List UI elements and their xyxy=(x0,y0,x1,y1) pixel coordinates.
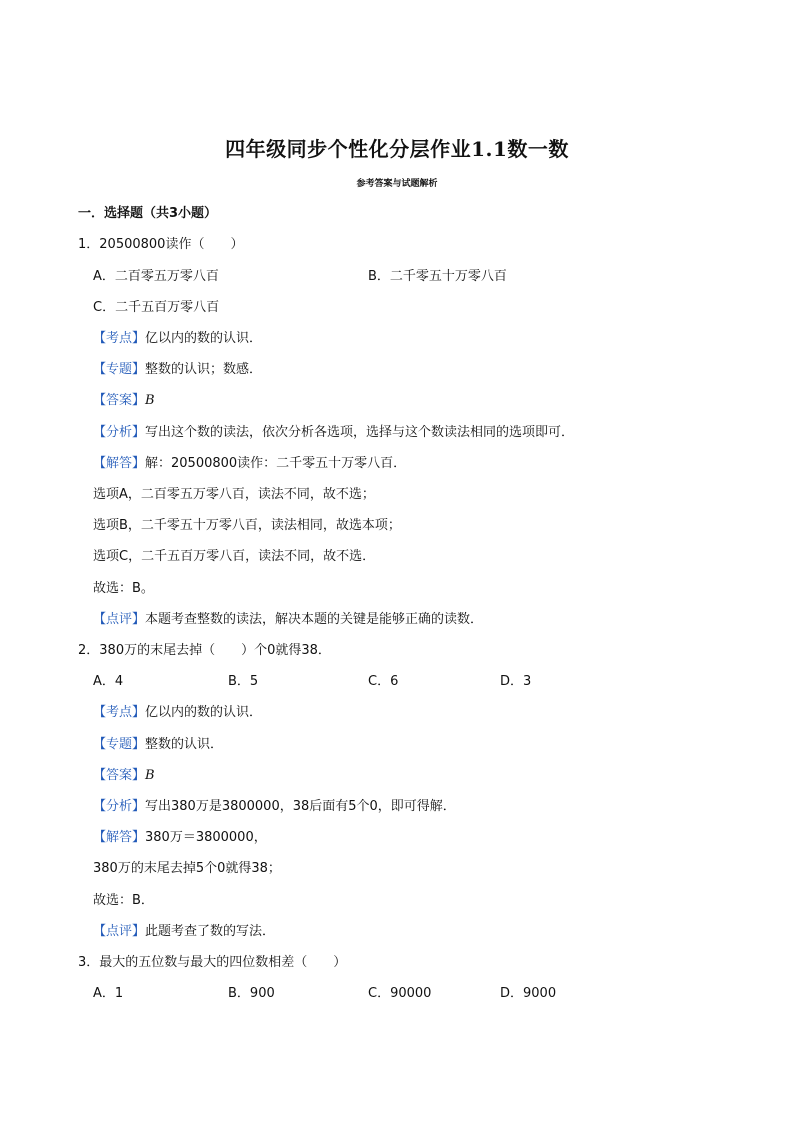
question-1-analysis-line-1: 选项A，二百零五万零八百，读法不同，故不选； xyxy=(93,487,375,502)
daan-text: B xyxy=(145,768,155,783)
jieda-text: 解：20500800读作：二千零五十万零八百． xyxy=(145,456,407,471)
document-title: 四年级同步个性化分层作业1.1数一数 xyxy=(225,137,569,161)
zhuanti-tag: 【专题】 xyxy=(93,737,146,752)
fenxi-tag: 【分析】 xyxy=(93,425,146,440)
question-2-option-d: D．3 xyxy=(500,674,532,689)
question-2-choice: 故选：B． xyxy=(93,893,154,908)
question-1-stem: 1．20500800读作（ ） xyxy=(78,237,244,252)
question-1-dianping xyxy=(93,611,483,629)
dianping-tag: 【点评】 xyxy=(93,612,146,627)
question-1-zhuanti xyxy=(93,361,262,379)
question-1-option-c: C．二千五百万零八百 xyxy=(93,300,220,315)
question-2-analysis-line-1: 380万的末尾去掉5个0就得38； xyxy=(93,861,281,876)
jieda-tag: 【解答】 xyxy=(93,830,146,845)
question-1-option-a: A．二百零五万零八百 xyxy=(93,269,219,284)
question-2-daan xyxy=(93,767,155,785)
jieda-text: 380万＝3800000， xyxy=(145,830,267,845)
zhuanti-text: 整数的认识． xyxy=(145,737,224,752)
question-1-analysis-line-3: 选项C，二千五百万零八百，读法不同，故不选． xyxy=(93,549,376,564)
daan-tag: 【答案】 xyxy=(93,768,146,783)
question-2-option-b: B．5 xyxy=(228,674,259,689)
question-2-dianping xyxy=(93,923,275,941)
question-2-stem: 2．380万的末尾去掉（ ）个0就得38． xyxy=(78,643,331,658)
fenxi-text: 写出380万是3800000，38后面有5个0，即可得解． xyxy=(145,799,456,814)
fenxi-text: 写出这个数的读法，依次分析各选项，选择与这个数读法相同的选项即可． xyxy=(145,425,575,440)
jieda-tag: 【解答】 xyxy=(93,456,146,471)
question-2-fenxi xyxy=(93,798,456,816)
dianping-text: 本题考查整数的读法，解决本题的关键是能够正确的读数． xyxy=(145,612,484,627)
question-2-option-c: C．6 xyxy=(368,674,399,689)
daan-tag: 【答案】 xyxy=(93,393,146,408)
question-2-jieda xyxy=(93,829,267,847)
section-heading: 一．选择题（共3小题） xyxy=(78,206,218,221)
question-1-daan xyxy=(93,392,155,410)
question-2-option-a: A．4 xyxy=(93,674,124,689)
question-1-kaodian xyxy=(93,330,262,348)
question-3-stem: 3．最大的五位数与最大的四位数相差（ ） xyxy=(78,955,347,970)
document-subtitle: 参考答案与试题解析 xyxy=(356,179,438,189)
question-1-jieda xyxy=(93,455,406,473)
kaodian-tag: 【考点】 xyxy=(93,705,146,720)
question-1-option-b: B．二千零五十万零八百 xyxy=(368,269,507,284)
kaodian-text: 亿以内的数的认识． xyxy=(145,331,263,346)
fenxi-tag: 【分析】 xyxy=(93,799,146,814)
zhuanti-tag: 【专题】 xyxy=(93,362,146,377)
question-2-zhuanti xyxy=(93,736,223,754)
question-3-option-d: D．9000 xyxy=(500,986,557,1001)
question-1-analysis-line-2: 选项B，二千零五十万零八百，读法相同，故选本项； xyxy=(93,518,401,533)
kaodian-text: 亿以内的数的认识． xyxy=(145,705,263,720)
kaodian-tag: 【考点】 xyxy=(93,331,146,346)
dianping-tag: 【点评】 xyxy=(93,924,146,939)
question-3-option-a: A．1 xyxy=(93,986,124,1001)
question-1-fenxi xyxy=(93,424,574,442)
question-1-choice: 故选：B。 xyxy=(93,581,154,596)
question-2-kaodian xyxy=(93,704,262,722)
question-3-option-c: C．90000 xyxy=(368,986,432,1001)
daan-text: B xyxy=(145,393,155,408)
dianping-text: 此题考查了数的写法． xyxy=(145,924,276,939)
question-3-option-b: B．900 xyxy=(228,986,275,1001)
zhuanti-text: 整数的认识；数感． xyxy=(145,362,263,377)
